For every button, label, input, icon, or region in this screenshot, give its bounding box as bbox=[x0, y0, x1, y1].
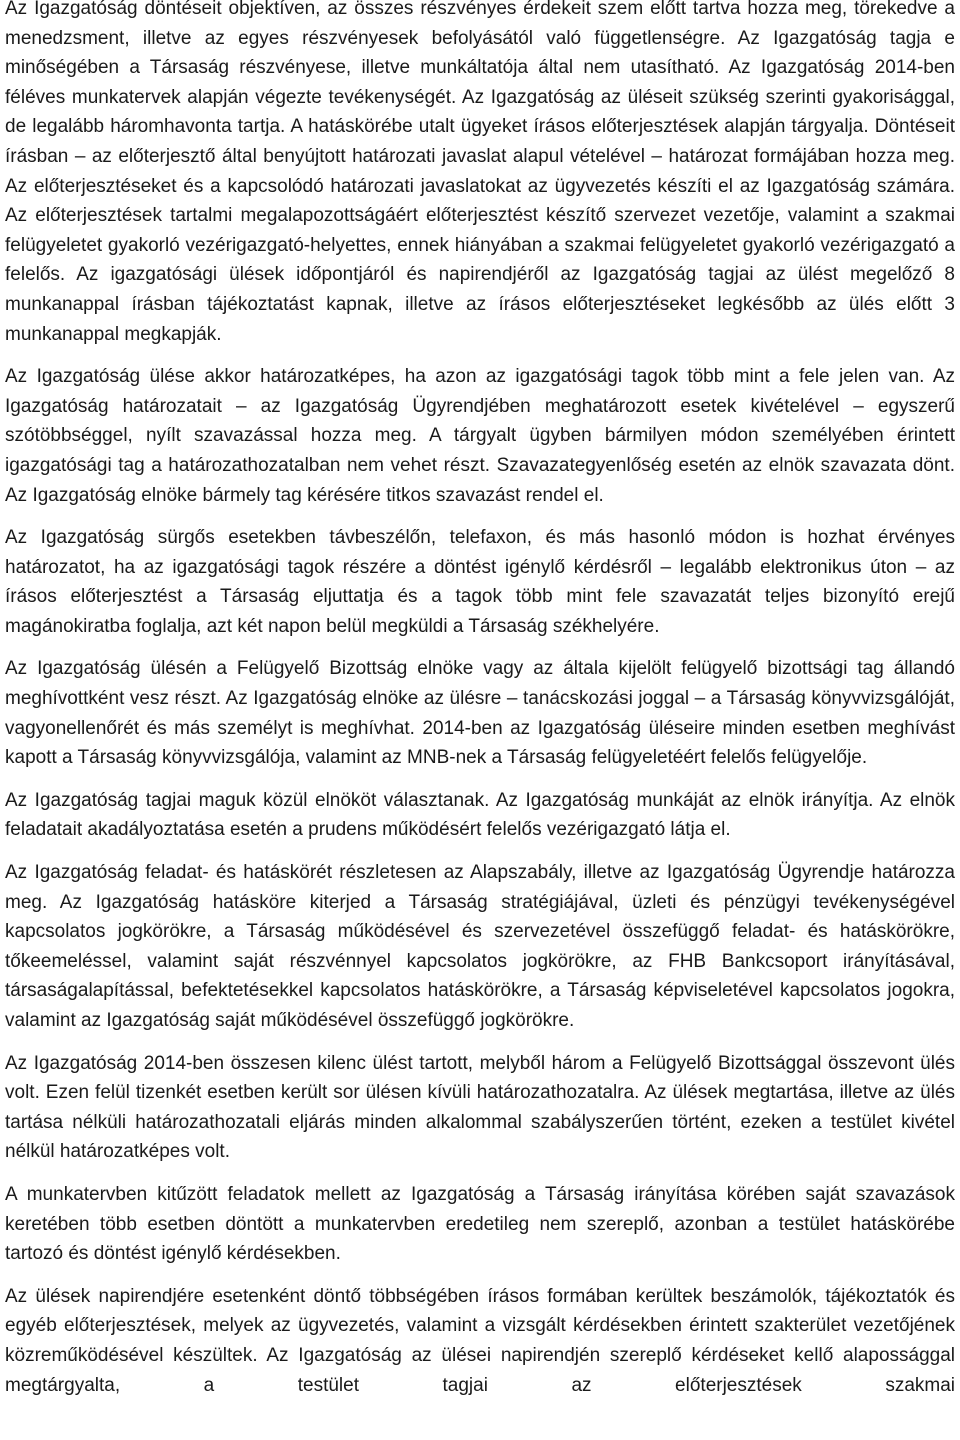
paragraph-invited-participants: Az Igazgatóság ülésén a Felügyelő Bizottság elnöke vagy az általa kijelölt felügyelő bizottsági tag állandó meghívottként vesz részt. Az Igazgatóság elnöke az ülésre – tanácskozási joggal – a Társaság könyvvizsgálóját, vagyonellenőrét és más személyt is meghívhat. 2014-ben az Igazgatóság üléseire minden esetben meghívást kapott a Társaság könyvvizsgálója, valamint az MNB-nek a Társaság felügyeletéért felelős felügyelője. bbox=[5, 658, 955, 769]
paragraph-competences: Az Igazgatóság feladat- és hatáskörét részletesen az Alapszabály, illetve az Igazgatóság Ügyrendje határozza meg. Az Igazgatóság hatásköre kiterjed a Társaság stratégiájával, üzleti és pénzügyi tevékenységével kapcsolatos jogkörökre, a Társaság működésével és szervezetével összefüggő feladat- és hatáskörökre, tőkeemeléssel, valamint saját részvénnyel kapcsolatos jogkörökre, az FHB Bankcsoport irányításával, társaságalapítással, befektetésekkel kapcsolatos hatáskörökre, a Társaság képviseletével kapcsolatos jogokra, valamint az Igazgatóság saját működésével összefüggő jogkörökre. bbox=[5, 862, 955, 1031]
paragraph-quorum: Az Igazgatóság ülése akkor határozatképes, ha azon az igazgatósági tagok több mint a fele jelen van. Az Igazgatóság határozatait – az Igazgatóság Ügyrendjében meghatározott esetek kivételével – egyszerű szótöbbséggel, nyílt szavazással hozza meg. A tárgyalt ügyben bármilyen módon személyében érintett igazgatósági tag a határozathozatalban nem vehet részt. Szavazategyenlőség esetén az elnök szavazata dönt. Az Igazgatóság elnöke bármely tag kérésére titkos szavazást rendel el. bbox=[5, 366, 955, 506]
document-page bbox=[5, 0, 955, 1400]
paragraph-meetings-2014: Az Igazgatóság 2014-ben összesen kilenc ülést tartott, melyből három a Felügyelő Bizottsággal összevont ülés volt. Ezen felül tizenkét esetben került sor ülésen kívüli határozathozatalra. Az ülések megtartása, illetve az ülés tartása nélküli határozathozatali eljárás minden alkalommal szabályszerűen történt, ezeken a testület kivétel nélkül határozatképes volt. bbox=[5, 1052, 955, 1163]
paragraph-agenda: Az ülések napirendjére esetenként döntő többségében írásos formában kerültek beszámolók, tájékoztatók és egyéb előterjesztések, melyek az ügyvezetés, valamint a vizsgált kérdésekben érintett szakterület vezetőjének közreműködésével készültek. Az Igazgatóság az ülései napirendjén szereplő kérdéseket kellő alapossággal megtárgyalta, a testület tagjai az előterjesztések szakmai bbox=[5, 1285, 955, 1396]
paragraph-chairman: Az Igazgatóság tagjai maguk közül elnököt választanak. Az Igazgatóság munkáját az elnök irányítja. Az elnök feladatait akadályoztatása esetén a prudens működésért felelős vezérigazgató látja el. bbox=[5, 789, 955, 841]
paragraph-urgent-decisions: Az Igazgatóság sürgős esetekben távbeszélőn, telefaxon, és más hasonló módon is hozhat érvényes határozatot, ha az igazgatósági tagok részére a döntést igénylő kérdésről – legalább elektronikus úton – az írásos előterjesztést a Társaság eljuttatja és a tagok több mint fele szavazatát teljes bizonyító erejű magánokiratba foglalja, azt két napon belül megküldi a Társaság székhelyére. bbox=[5, 527, 955, 637]
paragraph-work-plan: A munkatervben kitűzött feladatok mellett az Igazgatóság a Társaság irányítása körében saját szavazások keretében több esetben döntött a munkatervben eredetileg nem szereplő, azonban a testület hatáskörébe tartozó és döntést igénylő kérdésekben. bbox=[5, 1183, 955, 1265]
paragraph-board-decisions: Az Igazgatóság döntéseit objektíven, az összes részvényes érdekeit szem előtt tartva hozza meg, törekedve a menedzsment, illetve az egyes részvényesek befolyásától való függetlenségre. Az Igazgatóság tagja e minőségében a Társaság részvényese, illetve munkáltatója által nem utasítható. Az Igazgatóság 2014-ben féléves munkatervek alapján végezte tevékenységét. Az Igazgatóság az üléseit szükség szerinti gyakorisággal, de legalább háromhavonta tartja. A hatáskörébe utalt ügyeket írásos előterjesztések alapján tárgyalja. Döntéseit írásban – az előterjesztő által benyújtott határozati javaslat alapul vételével – határozat formájában hozza meg. Az előterjesztéseket és a kapcsolódó határozati javaslatokat az ügyvezetés készíti el az Igazgatóság számára. Az előterjesztések tartalmi megalapozottságáért előterjesztést készítő szervezet vezetője, valamint a szakmai felügyeletet gyakorló vezérigazgató-helyettes, ennek hiányában a szakmai felügyeletet gyakorló vezérigazgató a felelős. Az igazgatósági ülések időpontjáról és napirendjéről az Igazgatóság tagjai az ülést megelőző 8 munkanappal írásban tájékoztatást kapnak, illetve az írásos előterjesztéseket legkésőbb az ülés előtt 3 munkanappal megkapják. bbox=[5, 0, 955, 345]
